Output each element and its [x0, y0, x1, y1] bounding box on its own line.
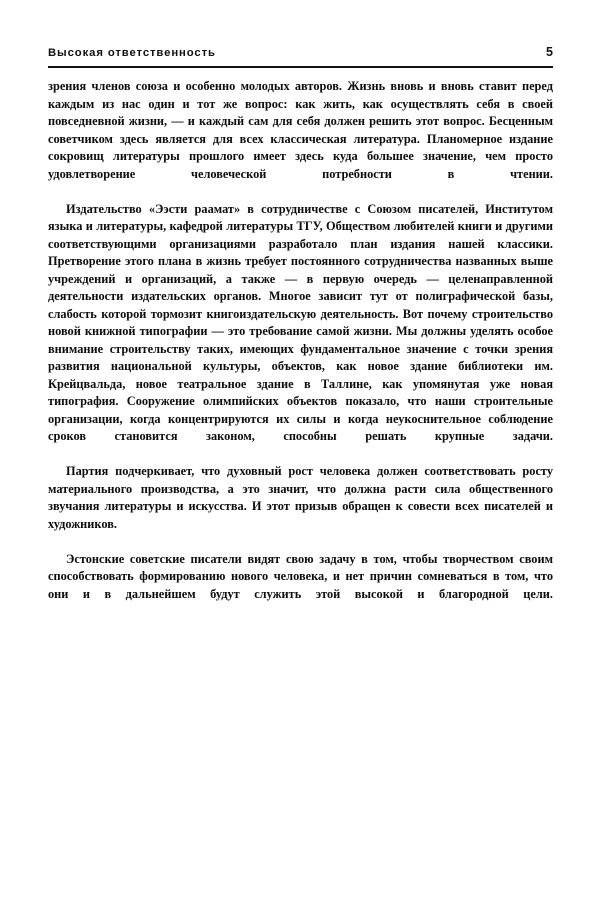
header-rule — [48, 66, 553, 68]
body-text-block — [48, 78, 553, 621]
page-number: 5 — [546, 45, 553, 59]
paragraph: Партия подчеркивает, что духовный рост человека должен соответствовать росту материального производства, а это значит, что должна расти сила общественного звучания литературы и искусства. И этот призыв обращен к совести всех писателей и художников. — [48, 464, 553, 531]
paragraph: Эстонские советские писатели видят свою задачу в том, чтобы творчеством своим способствовать формированию нового человека, и нет причин сомневаться в том, что они и в дальнейшем будут служить этой высокой и благородной цели. — [48, 551, 553, 601]
paragraph: Издательство «Ээсти раамат» в сотрудничестве с Союзом писателей, Институтом языка и литературы, кафедрой литературы ТГУ, Обществом любителей книги и другими соответствующими организациями разработало план издания нашей классики. Претворение этого плана в жизнь требует постоянного сотрудничества названных выше учреждений и организаций, а также — в первую очередь — целенаправленной деятельности издательских органов. Многое зависит тут от полиграфической базы, слабость которой тормозит книгоиздательскую деятельность. Вот почему строительство новой книжной типографии — это требование самой жизни. Мы должны уделять особое внимание строительству таких, имеющих фундаментальное значение с точки зрения развития национальной культуры, объектов, как новое здание библиотеки им. Крейцвальда, новое театральное здание в Таллине, как упомянутая уже новая типография. Сооружение олимпийских объектов показало, что наши строительные организации, когда концентрируются их силы и когда неукоснительное соблюдение сроков становится законом, способны решать крупные задачи. — [48, 201, 553, 443]
running-head — [48, 45, 553, 59]
paragraph: зрения членов союза и особенно молодых авторов. Жизнь вновь и вновь ставит перед каждым из нас один и тот же вопрос: как жить, как осуществлять себя в своей повседневной жизни, — и каждый сам для себя должен решить этот вопрос. Бесценным советчиком здесь является для всех классическая литература. Планомерное издание сокровищ литературы прошлого имеет здесь куда большее значение, чем просто удовлетворение человеческой потребности в чтении. — [48, 79, 553, 181]
running-head-title: Высокая ответственность — [48, 47, 216, 59]
